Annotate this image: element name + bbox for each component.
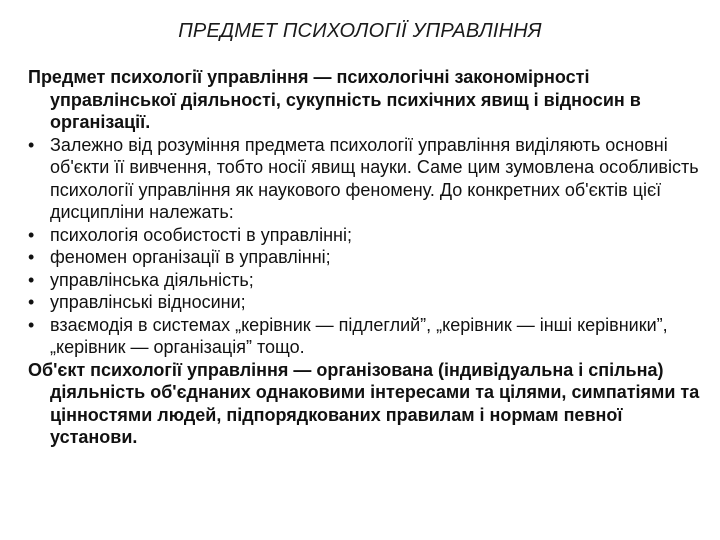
bullet-icon: • (28, 224, 35, 245)
bullet-text: управлінська діяльність; (50, 269, 254, 290)
bullet-text: психологія особистості в управлінні; (50, 224, 352, 245)
bullet-text: взаємодія в системах „керівник — підлеглий”, „керівник — інші керівники”, „керівник — організація” тощо. (50, 314, 668, 357)
bullet-item (28, 269, 700, 292)
bullet-text: управлінські відносини; (50, 292, 246, 312)
bullet-list (28, 134, 700, 359)
bullet-icon: • (28, 247, 35, 267)
bullet-item (28, 246, 700, 269)
bullet-item (28, 314, 700, 359)
bullet-text: феномен організації в управлінні; (50, 247, 331, 267)
bullet-icon: • (28, 269, 35, 290)
slide-content (28, 66, 700, 449)
bullet-icon: • (28, 134, 35, 155)
conclusion-paragraph: Об'єкт психології управління — організована (індивідуальна і спільна) діяльність об'єднаних однаковими інтересами та цілями, симпатіями та цінностями людей, підпорядкованих правилам і нормам певної установи. (28, 359, 700, 447)
bullet-item (28, 224, 700, 247)
bullet-icon: • (28, 292, 35, 312)
slide-title: ПРЕДМЕТ ПСИХОЛОГІЇ УПРАВЛІННЯ (178, 20, 542, 42)
bullet-item (28, 291, 700, 314)
intro-paragraph: Предмет психології управління — психологічні закономірності управлінської діяльності, сукупність психічних явищ і відносин в організації. (28, 67, 641, 132)
bullet-item (28, 134, 700, 224)
bullet-text: Залежно від розуміння предмета психології управління виділяють основні об'єкти її вивчення, тобто носії явищ науки. Саме цим зумовлена особливість психології управління як наукового феномену. До конкретних об'єктів цієї дисципліни належать: (50, 134, 699, 222)
bullet-icon: • (28, 314, 35, 335)
